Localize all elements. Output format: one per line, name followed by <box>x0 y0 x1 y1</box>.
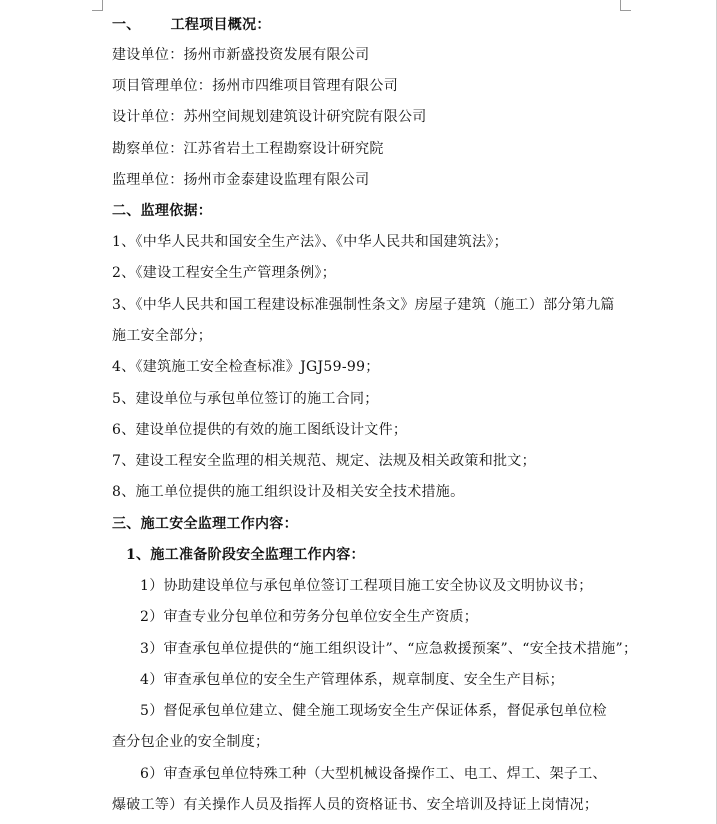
overview-line: 监理单位：扬州市金泰建设监理有限公司 <box>112 172 370 188</box>
task-line: 查分包企业的安全制度； <box>112 734 270 750</box>
section-heading-3: 三、施工安全监理工作内容： <box>112 516 298 532</box>
basis-line: 4、《建筑施工安全检查标准》JGJ59-99； <box>112 359 380 375</box>
task-line: 爆破工等）有关操作人员及指挥人员的资格证书、安全培训及持证上岗情况； <box>112 797 599 813</box>
basis-line: 6、建设单位提供的有效的施工图纸设计文件； <box>112 422 408 438</box>
basis-line: 7、建设工程安全监理的相关规范、规定、法规及相关政策和批文； <box>112 453 536 469</box>
task-line: 6）审查承包单位特殊工种（大型机械设备操作工、电工、焊工、架子工、 <box>140 766 607 782</box>
section-heading-2: 二、监理依据： <box>112 203 213 219</box>
task-line: 4）审查承包单位的安全生产管理体系，规章制度、安全生产目标； <box>140 672 564 688</box>
basis-line: 8、施工单位提供的施工组织设计及相关安全技术措施。 <box>112 484 465 500</box>
section-heading-1 <box>112 16 271 34</box>
basis-line: 2、《建设工程安全生产管理条例》； <box>112 265 337 281</box>
task-line: 1）协助建设单位与承包单位签订工程项目施工安全协议及文明协议书； <box>140 578 593 594</box>
overview-line: 建设单位：扬州市新盛投资发展有限公司 <box>112 47 370 63</box>
overview-line: 设计单位：苏州空间规划建筑设计研究院有限公司 <box>112 109 427 125</box>
overview-line: 项目管理单位：扬州市四维项目管理有限公司 <box>112 78 398 94</box>
subsection-heading: 1、施工准备阶段安全监理工作内容： <box>126 547 365 563</box>
basis-line: 施工安全部分； <box>112 328 213 344</box>
margin-corner-mark-left <box>92 0 103 11</box>
task-line: 2）审查专业分包单位和劳务分包单位安全生产资质； <box>140 609 479 625</box>
margin-corner-mark-right <box>620 0 631 11</box>
overview-line: 勘察单位：江苏省岩土工程勘察设计研究院 <box>112 141 384 157</box>
section-title: 工程项目概况： <box>170 17 271 33</box>
basis-line: 1、《中华人民共和国安全生产法》、《中华人民共和国建筑法》； <box>112 234 508 250</box>
section-number: 一、 <box>112 17 141 33</box>
basis-line: 3、《中华人民共和国工程建设标准强制性条文》房屋子建筑（施工）部分第九篇 <box>112 297 615 313</box>
task-line: 5）督促承包单位建立、健全施工现场安全生产保证体系，督促承包单位检 <box>140 703 607 719</box>
task-line: 3）审查承包单位提供的“施工组织设计”、“应急救援预案”、“安全技术措施”； <box>140 641 638 657</box>
basis-line: 5、建设单位与承包单位签订的施工合同； <box>112 391 379 407</box>
